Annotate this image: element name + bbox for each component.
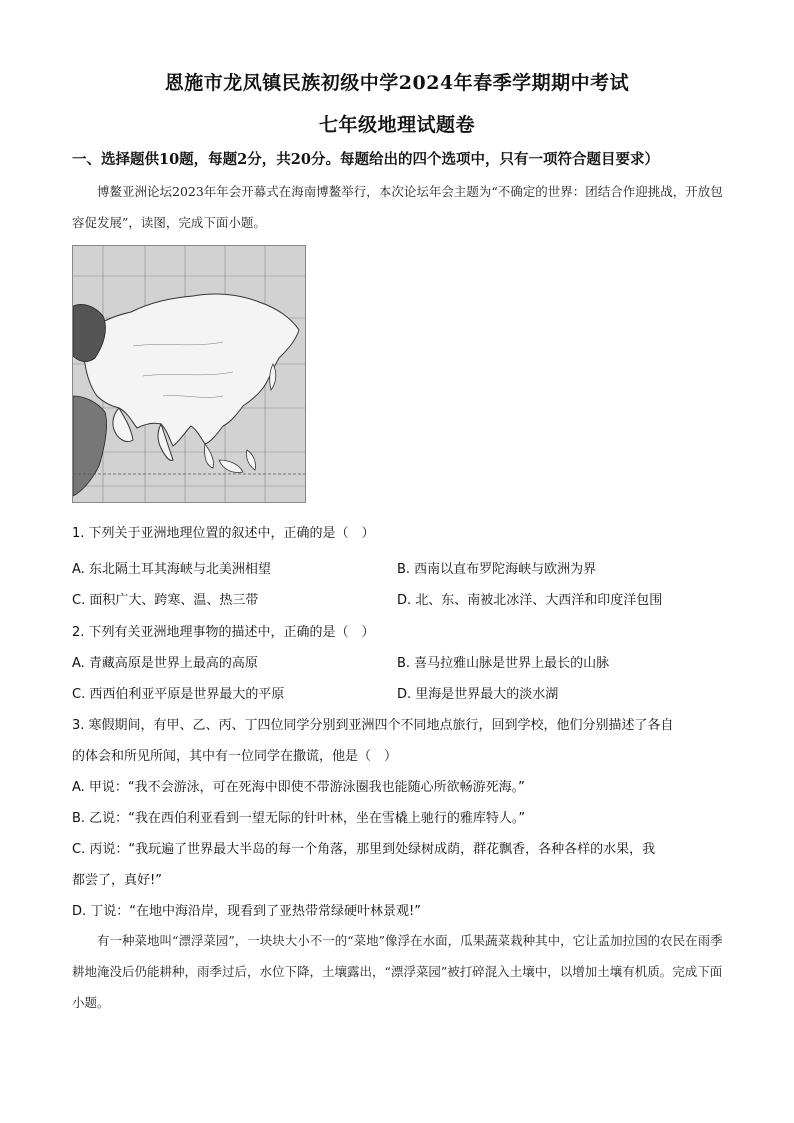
passage-floating-garden: 有一种菜地叫“漂浮菜园”，一块块大小不一的“菜地”像浮在水面，瓜果蔬菜栽种其中，它让孟加拉国的农民在雨季耕地淹没后仍能耕种，雨季过后，水位下降，土壤露出，“漂浮菜园”被打碎混入土壤中，以增加土壤有机质。完成下面小题。 (72, 933, 723, 1010)
asia-map-image (73, 246, 305, 502)
question-1-option-d[interactable]: D. 北、东、南被北冰洋、大西洋和印度洋包围 (397, 593, 663, 608)
section-heading: 一、选择题供10题，每题2分，共20分。每题给出的四个选项中，只有一项符合题目要求） (72, 151, 659, 168)
question-3-option-b[interactable]: B. 乙说：“我在西伯利亚看到一望无际的针叶林，坐在雪橇上驰行的雅库特人。” (72, 811, 526, 826)
asia-map-figure (72, 245, 306, 503)
question-3-stem-line2: 的体会和所见所闻，其中有一位同学在撒谎，他是（ ） (72, 749, 398, 764)
question-1-option-b[interactable]: B. 西南以直布罗陀海峡与欧洲为界 (397, 562, 597, 577)
question-3-option-d[interactable]: D. 丁说：“在地中海沿岸，现看到了亚热带常绿硬叶林景观!” (72, 904, 421, 919)
question-1-option-c[interactable]: C. 面积广大、跨寒、温、热三带 (72, 593, 259, 608)
question-2-option-c[interactable]: C. 西西伯利亚平原是世界最大的平原 (72, 687, 285, 702)
question-3-option-c-continued: 都尝了，真好!” (72, 873, 162, 888)
question-2-option-a[interactable]: A. 青藏高原是世界上最高的高原 (72, 656, 258, 671)
question-3-stem-line1: 3. 寒假期间，有甲、乙、丙、丁四位同学分别到亚洲四个不同地点旅行，回到学校，他们分别描述了各自 (72, 718, 674, 733)
question-1-option-a[interactable]: A. 东北隔土耳其海峡与北美洲相望 (72, 562, 271, 577)
question-3-option-c[interactable]: C. 丙说：“我玩遍了世界最大半岛的每一个角落，那里到处绿树成荫，群花飘香，各种各样的水果，我 (72, 842, 656, 857)
question-2-option-d[interactable]: D. 里海是世界最大的淡水湖 (397, 687, 559, 702)
exam-title: 恩施市龙凤镇民族初级中学2024年春季学期期中考试 (164, 72, 630, 94)
question-3-option-a[interactable]: A. 甲说：“我不会游泳，可在死海中即使不带游泳圈我也能随心所欲畅游死海。” (72, 780, 525, 795)
exam-subtitle: 七年级地理试题卷 (318, 114, 475, 136)
question-1-stem: 1. 下列关于亚洲地理位置的叙述中，正确的是（ ） (72, 526, 375, 541)
passage-boao-forum: 博鳌亚洲论坛2023年年会开幕式在海南博鳌举行，本次论坛年会主题为“不确定的世界：团结合作迎挑战，开放包容促发展”，读图，完成下面小题。 (72, 184, 723, 230)
question-2-option-b[interactable]: B. 喜马拉雅山脉是世界上最长的山脉 (397, 656, 610, 671)
question-2-stem: 2. 下列有关亚洲地理事物的描述中，正确的是（ ） (72, 625, 375, 640)
